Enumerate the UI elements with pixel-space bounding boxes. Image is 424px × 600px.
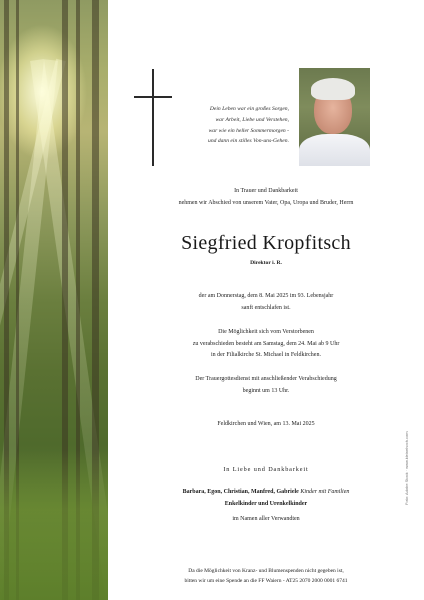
poem-line: Dein Leben war ein großes Sorgen, — [209, 106, 289, 112]
mourners-families: Kinder mit Familien — [300, 489, 350, 495]
mourners-children — [108, 487, 424, 499]
intro-text — [108, 186, 424, 209]
viewing-line: zu verabschieden besteht am Samstag, dem 24. Mai ab 9 Uhr — [192, 340, 340, 347]
portrait-photo — [299, 68, 370, 166]
intro-line: nehmen wir Abschied von unserem Vater, Opa, Uropa und Bruder, Herrn — [178, 199, 354, 206]
poem-line: und dann ein stilles Von-uns-Gehen. — [208, 138, 289, 145]
death-line: sanft entschlafen ist. — [241, 304, 291, 311]
poem-line: war wie ein heller Sommermorgen - — [208, 127, 289, 134]
viewing-info — [108, 327, 424, 362]
intro-line: In Trauer und Dankbarkeit — [234, 188, 298, 194]
mourners-grandchildren: Enkelkinder und Urenkelkinder — [224, 500, 308, 507]
place-date: Feldkirchen und Wien, am 13. Mai 2025 — [217, 421, 315, 427]
closing-phrase: In Liebe und Dankbarkeit — [223, 466, 309, 473]
cross-icon-bar — [134, 96, 172, 98]
deceased-title: Direktor i. R. — [250, 260, 282, 266]
memorial-poem — [129, 104, 289, 147]
service-line: beginnt um 13 Uhr. — [242, 387, 290, 394]
deceased-name: Siegfried Kropfitsch — [181, 232, 351, 254]
death-line: der am Donnerstag, dem 8. Mai 2025 im 93. Lebensjahr — [198, 293, 334, 299]
mourners — [108, 487, 424, 526]
service-info — [108, 374, 424, 397]
poem-line: war Arbeit, Liebe und Verstehen, — [215, 116, 289, 123]
mourners-names: Barbara, Egon, Christian, Manfred, Gabriele — [182, 489, 299, 495]
mourners-relatives: im Namen aller Verwandten — [232, 516, 300, 522]
footer-line: Da die Möglichkeit von Kranz- und Blumenspenden nicht gegeben ist, — [188, 568, 344, 574]
viewing-line: Die Möglichkeit sich vom Verstorbenen — [218, 329, 314, 335]
forest-sunlight-image — [0, 0, 108, 600]
service-line: Der Trauergottesdienst mit anschließender Verabschiedung — [195, 376, 337, 382]
photo-credit: Foto: Adobe Stock · www.kleinehoch.com — [404, 431, 409, 505]
viewing-line: in der Filialkirche St. Michael in Feldkirchen. — [211, 352, 321, 358]
footer-line: bitten wir um eine Spende an die FF Waiern - AT25 2070 2000 0001 6741 — [184, 578, 348, 584]
death-notice — [108, 291, 424, 314]
donation-footer — [108, 566, 424, 586]
